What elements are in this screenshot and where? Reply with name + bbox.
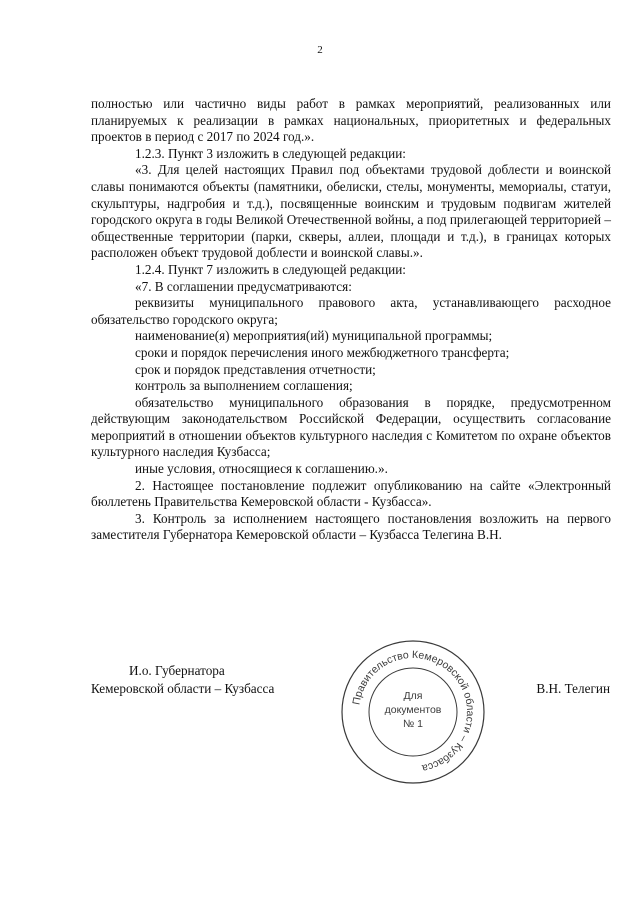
document-paragraph: 1.2.4. Пункт 7 изложить в следующей редакции: [135, 261, 406, 277]
seal-ring-textpath: Правительство Кемеровской области – Кузбасса [350, 648, 477, 775]
signatory-name: В.Н. Телегин [536, 681, 610, 696]
document-paragraph: иные условия, относящиеся к соглашению.». [135, 461, 388, 477]
document-paragraph: полностью или частично виды работ в рамках мероприятий, реализованных или планируемых к реализации в рамках национальных, приоритетных и федеральных проектов в период с 2017 по 2024 год.». [91, 96, 611, 145]
signatory-title [91, 662, 311, 698]
document-body [91, 96, 611, 544]
document-paragraph: «7. В соглашении предусматриваются: [135, 278, 352, 294]
page-number: 2 [317, 44, 323, 56]
seal-center-line-3: № 1 [402, 718, 424, 730]
seal-center-line-1: Для [403, 690, 423, 702]
document-paragraph: «3. Для целей настоящих Правил под объектами трудовой доблести и воинской славы понимаются объекты (памятники, обелиски, стелы, монументы, мемориалы, статуи, скульптуры, надгробия и т.д.), посвященные воинским и трудовым подвигам жителей городского округа в годы Великой Отечественной войны, а под прилегающей территорией – общественные территории (парки, скверы, аллеи, площади и т.д.), в границах которых расположен объект трудовой доблести и воинской славы.». [91, 162, 611, 261]
signatory-title-line-1: И.о. Губернатора [129, 663, 225, 678]
document-paragraph: сроки и порядок перечисления иного межбюджетного трансферта; [135, 344, 510, 360]
seal-center-line-2: документов [384, 704, 442, 716]
document-paragraph: контроль за выполнением соглашения; [135, 378, 353, 394]
signatory-title-line-2: Кемеровской области – Кузбасса [91, 681, 275, 696]
document-paragraph: реквизиты муниципального правового акта, устанавливающего расходное обязательство городского округа; [91, 295, 611, 327]
document-paragraph: срок и порядок представления отчетности; [135, 361, 376, 377]
document-paragraph: 3. Контроль за исполнением настоящего постановления возложить на первого заместителя Губернатора Кемеровской области – Кузбасса Телегина В.Н. [91, 510, 611, 543]
document-paragraph: наименование(я) мероприятия(ий) муниципальной программы; [135, 328, 493, 344]
document-paragraph: 2. Настоящее постановление подлежит опубликованию на сайте «Электронный бюллетень Правительства Кемеровской области - Кузбасса». [91, 477, 611, 510]
official-seal [338, 637, 488, 787]
document-paragraph: обязательство муниципального образования в порядке, предусмотренном действующим законодательством Российской Федерации, осуществить согласование мероприятий в отношении объектов культурного наследия с Комитетом по охране объектов культурного наследия Кузбасса; [91, 394, 611, 460]
document-paragraph: 1.2.3. Пункт 3 изложить в следующей редакции: [135, 145, 406, 161]
